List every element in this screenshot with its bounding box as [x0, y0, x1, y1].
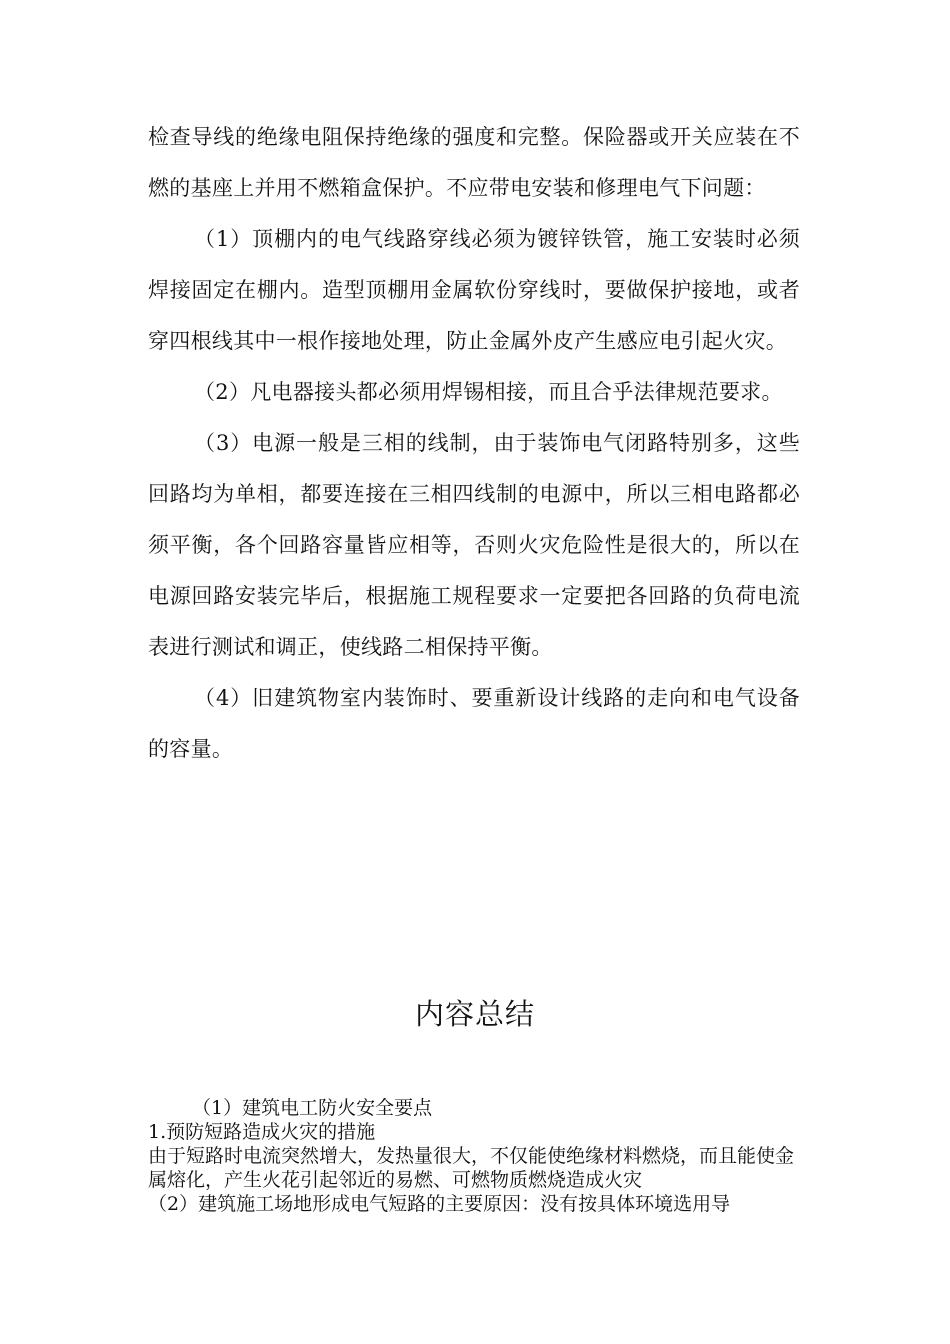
paragraph-intro: 检查导线的绝缘电阻保持绝缘的强度和完整。保险器或开关应装在不燃的基座上并用不燃箱盒保护。不应带电安装和修理电气下问题：	[148, 125, 800, 200]
paragraph-item-2: （2）凡电器接头都必须用焊锡相接，而且合乎法律规范要求。	[194, 380, 783, 404]
summary-line-1: （1）建筑电工防火安全要点	[192, 1097, 433, 1119]
paragraph-item-3: （3）电源一般是三相的线制，由于装饰电气闭路特别多，这些回路均为单相，都要连接在三相四线制的电源中，所以三相电路都必须平衡，各个回路容量皆应相等，否则火灾危险性是很大的，所以在电源回路安装完毕后，根据施工规程要求一定要把各回路的负荷电流表进行测试和调正，使线路二相保持平衡。	[148, 431, 800, 659]
paragraph-item-4: （4）旧建筑物室内装饰时、要重新设计线路的走向和电气设备的容量。	[148, 686, 800, 761]
body-text-block	[148, 112, 800, 775]
summary-title: 内容总结	[414, 997, 535, 1031]
paragraph-item-1: （1）顶棚内的电气线路穿线必须为镀锌铁管，施工安装时必须焊接固定在棚内。造型顶棚用金属软份穿线时，要做保护接地，或者穿四根线其中一根作接地处理，防止金属外皮产生感应电引起火灾。	[148, 227, 800, 353]
summary-line-3: 由于短路时电流突然增大，发热量很大，不仅能使绝缘材料燃烧，而且能使金属熔化，产生火花引起邻近的易燃、可燃物质燃烧造成火灾	[148, 1145, 795, 1191]
summary-line-2: 1.预防短路造成火灾的措施	[148, 1121, 376, 1143]
summary-section	[148, 1096, 798, 1216]
summary-line-4: （2）建筑施工场地形成电气短路的主要原因：没有按具体环境选用导	[148, 1193, 731, 1215]
